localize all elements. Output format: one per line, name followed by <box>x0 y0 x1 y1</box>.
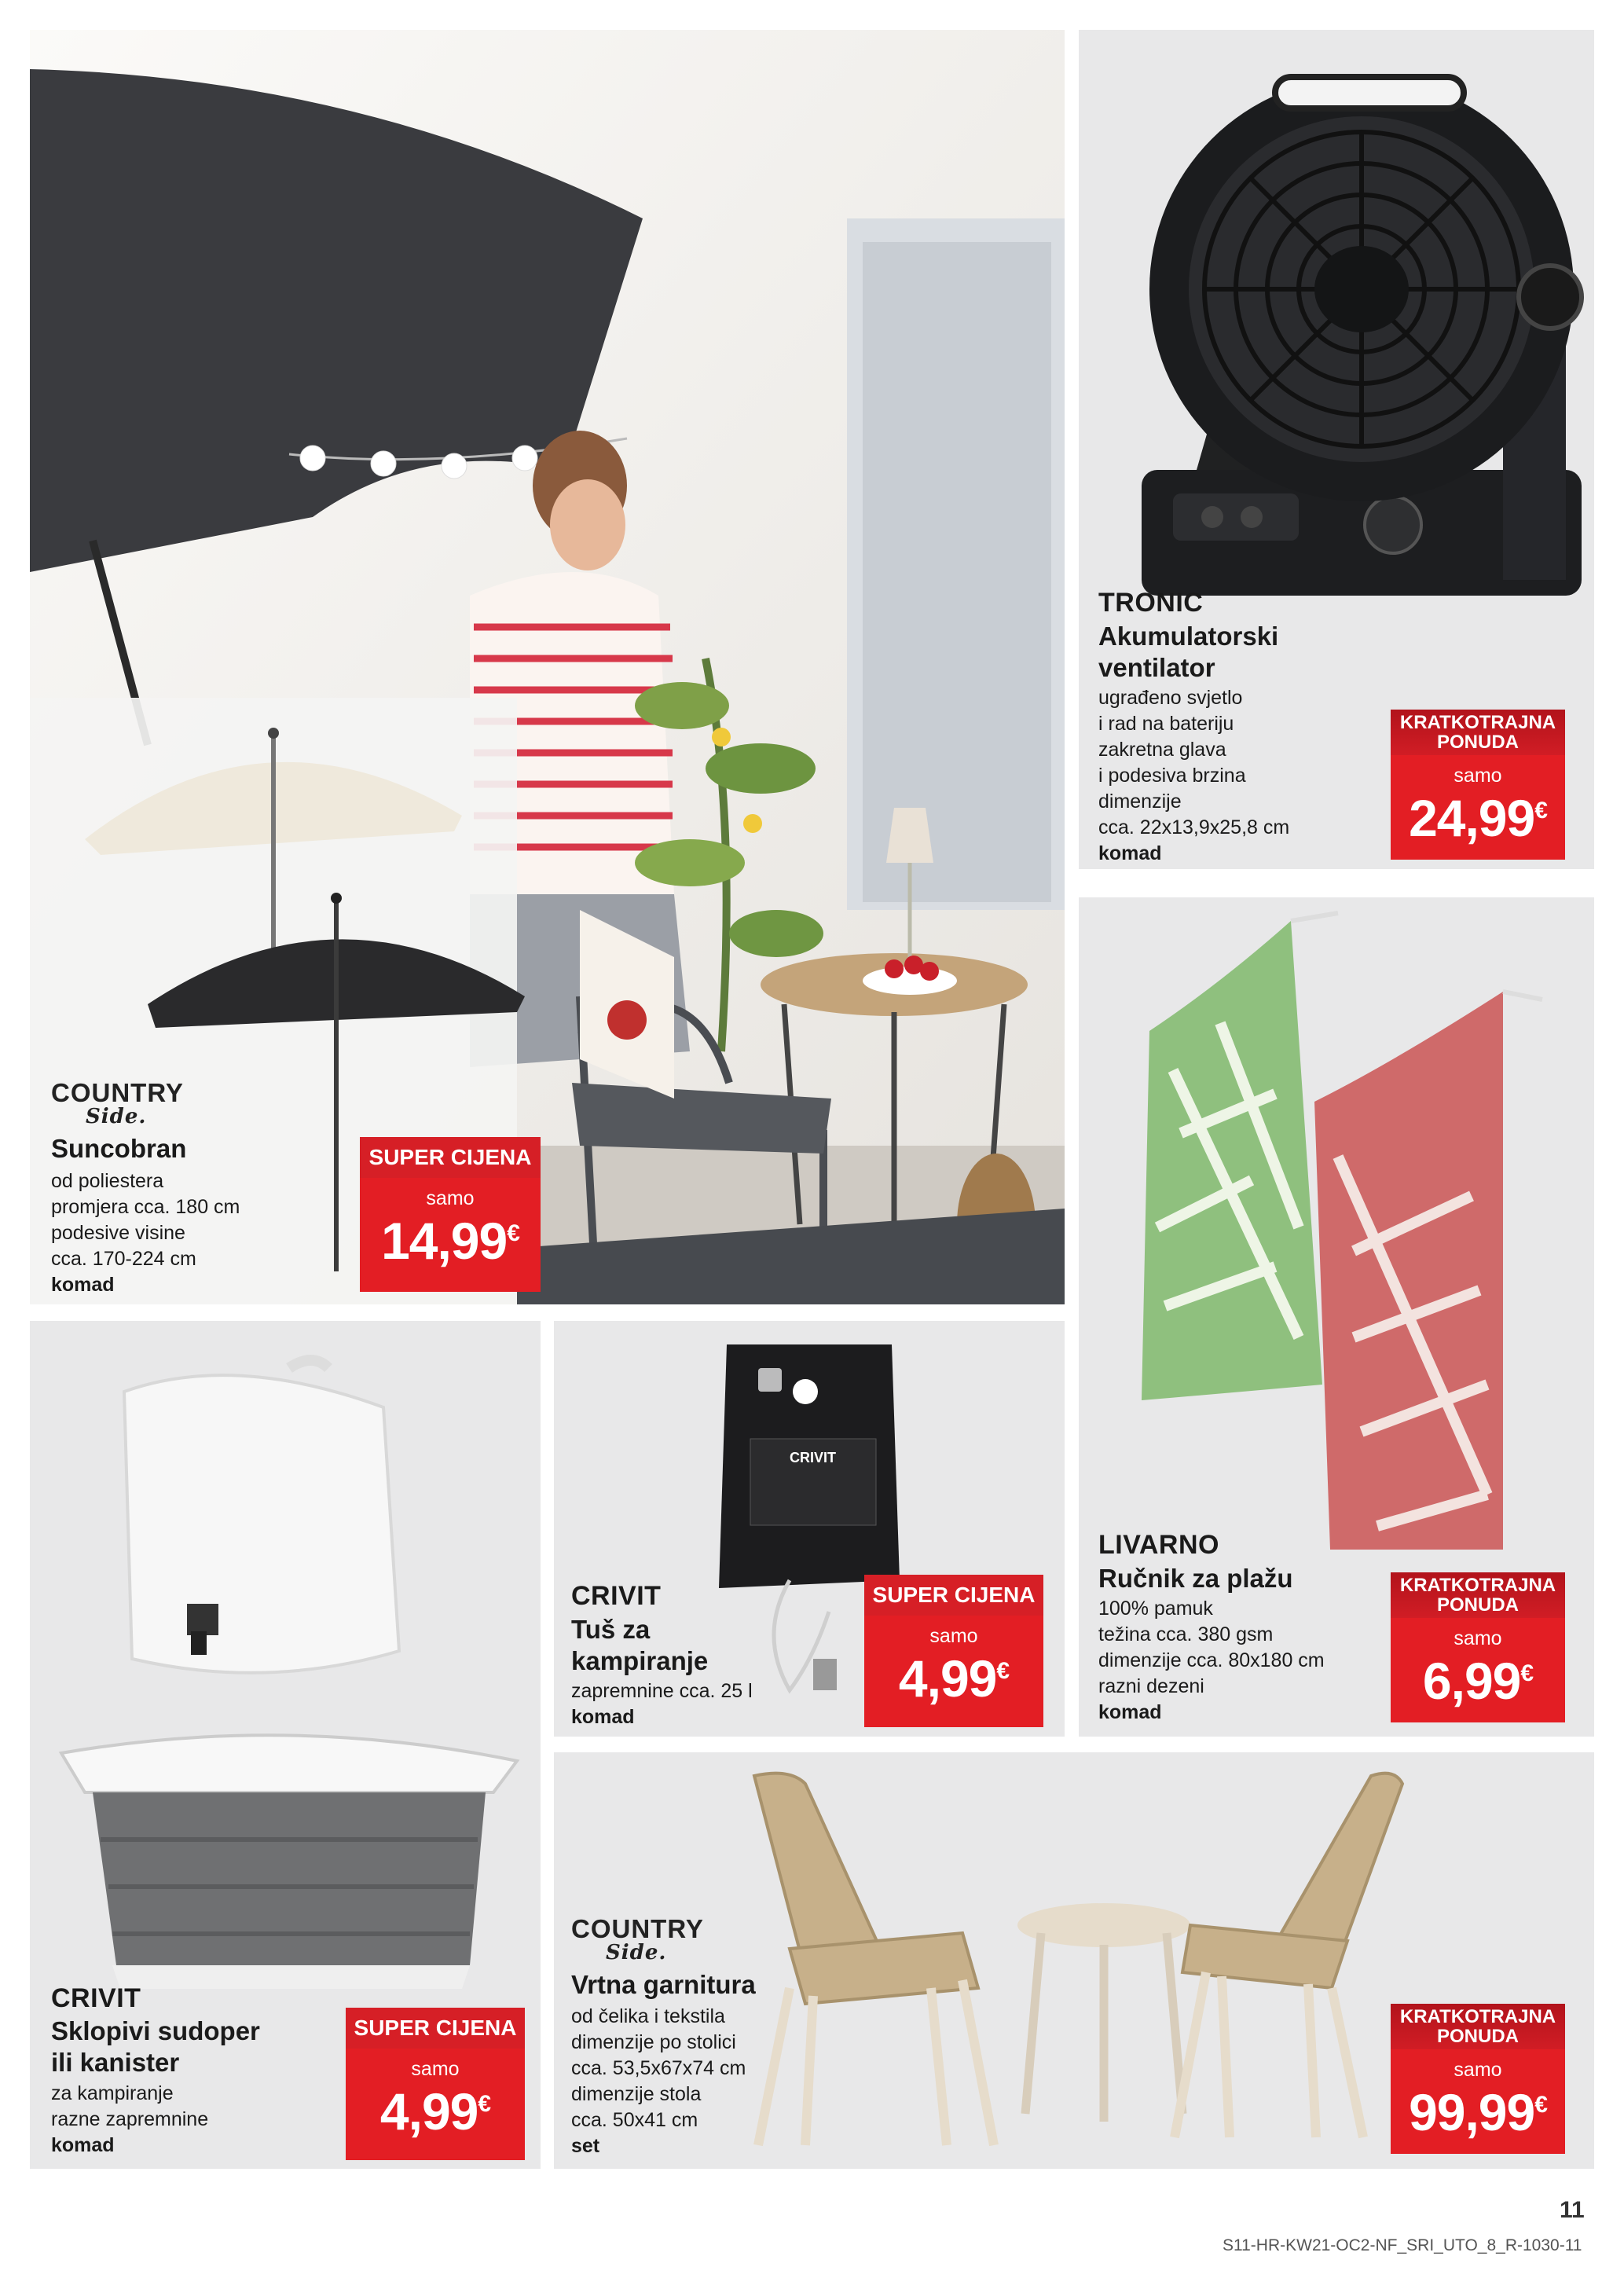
unit-label: komad <box>571 1706 635 1728</box>
desc-line: razne zapremnine <box>51 2108 209 2130</box>
rucnik-price-badge <box>1391 1572 1565 1722</box>
price-number: 6,99 <box>1422 1652 1521 1710</box>
unit-label: komad <box>1098 842 1162 864</box>
currency-symbol: € <box>478 2091 491 2117</box>
super-cijena-tag: SUPER CIJENA <box>864 1575 1043 1616</box>
rucnik-title: Ručnik za plažu <box>1098 1564 1293 1593</box>
tag-line: KRATKOTRAJNA <box>1399 2005 1556 2027</box>
title-line: ili kanister <box>51 2048 180 2078</box>
samo-label: samo <box>929 1625 978 1647</box>
currency-symbol: € <box>1534 798 1547 824</box>
desc-line: podesive visine <box>51 1222 185 1244</box>
currency-symbol: € <box>1534 2092 1547 2118</box>
rucnik-description <box>1098 1596 1325 1726</box>
desc-line: promjera cca. 180 cm <box>51 1196 240 1218</box>
towels-image <box>1079 897 1594 1557</box>
title-line: kampiranje <box>571 1646 709 1676</box>
price-number: 24,99 <box>1409 789 1535 847</box>
price-number: 99,99 <box>1409 2083 1535 2141</box>
samo-label: samo <box>1454 1627 1502 1649</box>
desc-line: za kampiranje <box>51 2082 174 2104</box>
title-line: Akumulatorski <box>1098 622 1279 651</box>
title-line: ventilator <box>1098 653 1215 683</box>
currency-symbol: € <box>507 1220 519 1246</box>
ventilator-description <box>1098 685 1289 867</box>
samo-label: samo <box>411 2058 460 2080</box>
tag-line: KRATKOTRAJNA <box>1399 1574 1556 1596</box>
page-number: 11 <box>1560 2197 1585 2223</box>
garnitura-price-badge <box>1391 2004 1565 2154</box>
crivit-logo: CRIVIT <box>790 1450 837 1465</box>
unit-label: komad <box>1098 1701 1162 1723</box>
desc-line: cca. 22x13,9x25,8 cm <box>1098 816 1290 838</box>
tag-line: PONUDA <box>1436 2026 1519 2047</box>
unit-label: komad <box>51 2134 115 2156</box>
logo-text: COUNTRY <box>51 1078 184 1107</box>
unit-label: set <box>571 2135 600 2157</box>
tus-price-badge <box>864 1575 1043 1727</box>
price-value <box>346 2082 525 2140</box>
super-cijena-tag: SUPER CIJENA <box>360 1137 541 1178</box>
currency-symbol: € <box>996 1658 1010 1684</box>
tag-line: PONUDA <box>1436 1594 1519 1616</box>
logo-subtext: Side. <box>86 1105 147 1128</box>
sudoper-brand: CRIVIT <box>51 1983 141 2013</box>
country-side-logo <box>571 1914 704 1964</box>
tus-description <box>571 1678 753 1730</box>
samo-label: samo <box>1454 765 1502 787</box>
tag-line: KRATKOTRAJNA <box>1399 711 1556 733</box>
samo-label: samo <box>426 1187 475 1209</box>
price-value <box>1391 2083 1565 2141</box>
suncobran-panel <box>30 30 1065 1304</box>
garnitura-description <box>571 2004 746 2159</box>
suncobran-price-badge <box>360 1137 541 1292</box>
desc-line: razni dezeni <box>1098 1675 1204 1697</box>
kratkotrajna-ponuda-tag <box>1391 1572 1565 1618</box>
kratkotrajna-ponuda-tag <box>1391 710 1565 755</box>
desc-line: dimenzije stola <box>571 2083 702 2105</box>
sudoper-description <box>51 2081 208 2159</box>
price-value <box>1391 789 1565 847</box>
logo-subtext: Side. <box>606 1941 667 1964</box>
desc-line: zapremnine cca. 25 l <box>571 1680 753 1702</box>
sudoper-title <box>51 2016 260 2079</box>
title-line: Tuš za <box>571 1615 651 1644</box>
desc-line: cca. 50x41 cm <box>571 2109 698 2131</box>
currency-symbol: € <box>1520 1660 1534 1686</box>
fan-image <box>1079 30 1594 627</box>
tus-title <box>571 1614 708 1678</box>
suncobran-description <box>51 1168 240 1298</box>
patio-scene-image <box>30 30 1065 1304</box>
price-value <box>360 1212 541 1270</box>
desc-line: težina cca. 380 gsm <box>1098 1623 1274 1645</box>
sudoper-price-badge <box>346 2008 525 2160</box>
desc-line: i podesiva brzina <box>1098 765 1246 787</box>
samo-label: samo <box>1454 2059 1502 2081</box>
suncobran-title: Suncobran <box>51 1134 187 1163</box>
logo-text: COUNTRY <box>571 1914 704 1943</box>
desc-line: i rad na bateriju <box>1098 713 1234 735</box>
sink-and-canister-image <box>30 1321 541 1997</box>
ventilator-brand: TRONIC <box>1098 588 1204 618</box>
desc-line: 100% pamuk <box>1098 1598 1213 1620</box>
kratkotrajna-ponuda-tag <box>1391 2004 1565 2049</box>
country-side-logo <box>51 1078 184 1128</box>
price-number: 4,99 <box>898 1649 997 1708</box>
desc-line: dimenzije <box>1098 791 1182 813</box>
tus-brand: CRIVIT <box>571 1581 662 1611</box>
desc-line: cca. 53,5x67x74 cm <box>571 2057 746 2079</box>
desc-line: od čelika i tekstila <box>571 2005 725 2027</box>
super-cijena-tag: SUPER CIJENA <box>346 2008 525 2049</box>
garnitura-title: Vrtna garnitura <box>571 1970 756 1999</box>
desc-line: cca. 170-224 cm <box>51 1248 196 1270</box>
rucnik-brand: LIVARNO <box>1098 1530 1219 1560</box>
unit-label: komad <box>51 1274 115 1296</box>
page-code: S11-HR-KW21-OC2-NF_SRI_UTO_8_R-1030-11 <box>1223 2236 1582 2254</box>
price-number: 4,99 <box>379 2082 478 2140</box>
desc-line: dimenzije po stolici <box>571 2031 736 2053</box>
ventilator-price-badge <box>1391 710 1565 860</box>
title-line: Sklopivi sudoper <box>51 2016 260 2045</box>
desc-line: ugrađeno svjetlo <box>1098 687 1243 709</box>
price-value <box>864 1649 1043 1708</box>
price-number: 14,99 <box>381 1212 508 1270</box>
desc-line: dimenzije cca. 80x180 cm <box>1098 1649 1325 1671</box>
desc-line: zakretna glava <box>1098 739 1226 761</box>
price-value <box>1391 1652 1565 1710</box>
tag-line: PONUDA <box>1436 732 1519 753</box>
desc-line: od poliestera <box>51 1170 164 1192</box>
ventilator-title <box>1098 621 1278 684</box>
